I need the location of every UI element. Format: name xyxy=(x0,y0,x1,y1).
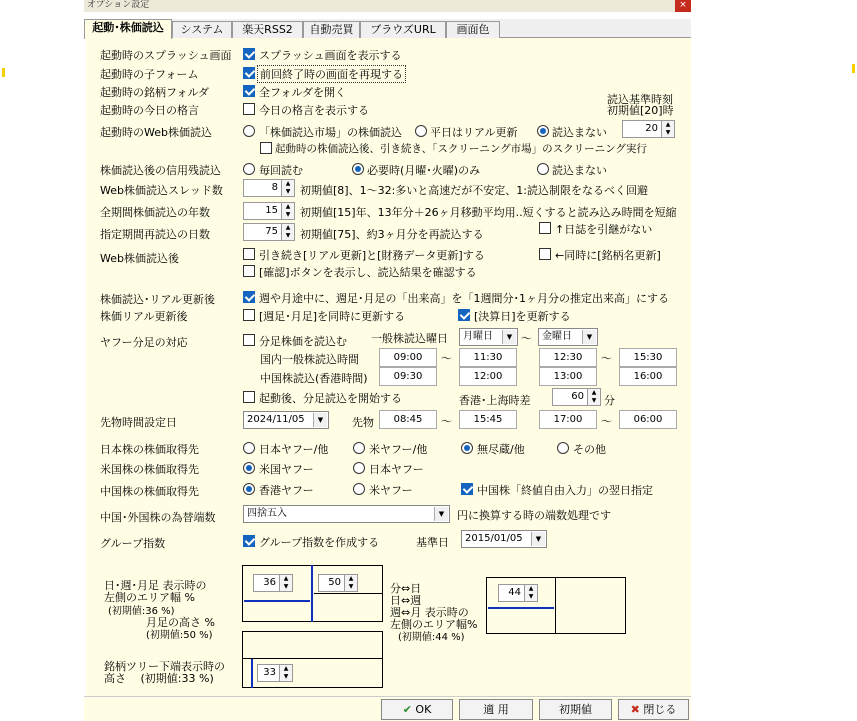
futures-time-4[interactable]: 06:00 xyxy=(619,410,677,429)
settlement-update-label[interactable]: [決算日]を更新する xyxy=(474,310,571,323)
futures-label: 先物時間設定日 xyxy=(100,416,177,429)
stepper-arrows-icon[interactable]: ▲ ▼ xyxy=(280,574,293,592)
close-label: 閉じる xyxy=(643,703,677,716)
stepper-arrows-icon[interactable]: ▲ ▼ xyxy=(282,223,295,241)
ref-time-label: 読込基準時刻 xyxy=(607,93,673,106)
futures-date-value: 2024/11/05 xyxy=(247,414,305,425)
web-read-label: 起動時のWeb株価読込 xyxy=(100,126,212,139)
hk-timediff-stepper[interactable] xyxy=(552,388,601,406)
area-width-value[interactable]: 36 xyxy=(253,574,280,592)
screening-checkbox-label[interactable]: 起動時の株価読込後、引き続き、「スクリーニング市場」のスクリーニング実行 xyxy=(275,143,647,155)
domestic-time-label: 国内一般株読込時間 xyxy=(260,353,359,366)
cn-next-day-label[interactable]: 中国株「終値自由入力」の翌日指定 xyxy=(477,484,653,497)
futures-time-1[interactable]: 08:45 xyxy=(379,410,437,429)
credit-opt-every[interactable]: 毎回読む xyxy=(259,164,303,177)
child-form-label: 起動時の子フォーム xyxy=(100,68,199,81)
web-read-opt-weekday[interactable]: 平日はリアル更新 xyxy=(430,126,518,139)
jp-source-opt-1[interactable]: 日本ヤフー/他 xyxy=(259,443,329,456)
ref-time-stepper[interactable] xyxy=(622,120,675,138)
credit-label: 株価読込後の信用残読込 xyxy=(100,164,221,177)
folder-checkbox-label[interactable]: 全フォルダを開く xyxy=(259,86,347,99)
tab-auto-trade[interactable]: 自動売買 xyxy=(303,21,360,38)
tilde: ～ xyxy=(601,352,612,365)
continue-update-label[interactable]: 引き続き[リアル更新]と[財務データ更新]する xyxy=(259,249,485,262)
name-update-label[interactable]: ←同時に[銘柄名更新] xyxy=(555,249,661,262)
credit-radio-every[interactable] xyxy=(243,163,255,175)
edge-marker xyxy=(2,68,5,77)
tree-divider-line xyxy=(242,658,383,659)
jp-source-radio-4[interactable] xyxy=(557,442,569,454)
tab-screen-color[interactable]: 画面色 xyxy=(446,21,500,38)
tilde: ～ xyxy=(441,352,452,365)
folder-label: 起動時の銘柄フォルダ xyxy=(100,86,210,99)
minute-read-label[interactable]: 分足株価を読込む xyxy=(259,335,347,348)
china-time-label: 中国株読込(香港時間) xyxy=(260,372,368,385)
child-form-checkbox-label[interactable]: 前回終了時の画面を再現する xyxy=(257,65,406,83)
diary-checkbox[interactable] xyxy=(539,222,551,234)
confirm-button-label[interactable]: [確認]ボタンを表示し、読込結果を確認する xyxy=(259,266,477,279)
area-width-arrow xyxy=(244,600,310,602)
chevron-down-icon[interactable]: ▼ xyxy=(313,413,327,427)
jp-source-label: 日本株の株価取得先 xyxy=(100,443,199,456)
close-button[interactable] xyxy=(618,699,689,720)
area-label-3: (初期値:36 %) xyxy=(108,606,175,617)
us-source-label: 米国株の株価取得先 xyxy=(100,463,199,476)
years-label: 全期間株価読込の年数 xyxy=(100,206,210,219)
credit-opt-needed[interactable]: 必要時(月曜･火曜)のみ xyxy=(367,164,481,177)
web-read-radio-weekday[interactable] xyxy=(415,125,427,137)
futures-date-select[interactable] xyxy=(243,411,329,429)
close-x-icon: ✖ xyxy=(630,703,640,716)
domestic-time-4[interactable]: 15:30 xyxy=(619,348,677,367)
minute-after-start-label[interactable]: 起動後、分足読込を開始する xyxy=(259,392,402,405)
cn-source-radio-2[interactable] xyxy=(353,483,365,495)
web-read-opt-none[interactable]: 読込まない xyxy=(552,126,607,139)
tree-label-2: 高さ (初期値:33 %) xyxy=(104,672,214,685)
fx-rounding-value: 四捨五入 xyxy=(247,508,287,519)
jp-source-radio-3[interactable] xyxy=(461,442,473,454)
confirm-button-checkbox[interactable] xyxy=(243,265,255,277)
weekday-from-value: 月曜日 xyxy=(463,331,493,342)
china-time-4[interactable]: 16:00 xyxy=(619,367,677,386)
us-source-opt-1[interactable]: 米国ヤフー xyxy=(259,463,314,476)
group-base-date-select[interactable] xyxy=(461,530,547,548)
weekday-label: 一般株読込曜日 xyxy=(371,332,448,345)
ref-time-default: 初期値[20]時 xyxy=(607,104,674,117)
folder-checkbox[interactable] xyxy=(243,85,255,97)
web-read-opt-market[interactable]: 「株価読込市場」の株価読込 xyxy=(259,126,402,139)
quote-label: 起動時の今日の格言 xyxy=(100,104,199,117)
minute-area-value[interactable]: 44 xyxy=(498,584,525,602)
cn-next-day-checkbox[interactable] xyxy=(461,483,473,495)
cn-source-label: 中国株の株価取得先 xyxy=(100,485,199,498)
us-source-radio-2[interactable] xyxy=(353,462,365,474)
group-index-checkbox[interactable] xyxy=(243,535,255,547)
apply-button[interactable]: 適 用 xyxy=(459,699,533,720)
realtime-label: 株価読込･リアル更新後 xyxy=(100,293,216,306)
area-height-stepper[interactable] xyxy=(318,574,358,592)
web-read-radio-market[interactable] xyxy=(243,125,255,137)
chevron-down-icon[interactable]: ▼ xyxy=(582,330,596,344)
stepper-arrows-icon[interactable]: ▲ ▼ xyxy=(662,120,675,138)
chevron-down-icon[interactable]: ▼ xyxy=(434,507,448,521)
jp-source-opt-2[interactable]: 米ヤフー/他 xyxy=(369,443,428,456)
area-divider-line xyxy=(311,565,313,622)
tree-height-line xyxy=(251,659,253,688)
tab-startup[interactable]: 起動･株価読込 xyxy=(84,19,172,39)
area-label-1: 日･週･月足 表示時の xyxy=(104,579,207,592)
cn-source-opt-1[interactable]: 香港ヤフー xyxy=(259,484,314,497)
group-index-label[interactable]: グループ指数を作成する xyxy=(259,536,380,549)
threads-value[interactable]: 8 xyxy=(243,179,282,197)
us-source-opt-2[interactable]: 日本ヤフー xyxy=(369,463,424,476)
title-bar xyxy=(84,0,691,12)
quote-checkbox-label[interactable]: 今日の格言を表示する xyxy=(259,104,369,117)
area-label-4: 月足の高さ % xyxy=(146,616,215,629)
child-form-checkbox[interactable] xyxy=(243,67,255,79)
minute-area-divider xyxy=(555,577,556,634)
threads-note: 初期値[8]、1～32:多いと高速だが不安定、1:読込制限をなるべく回避 xyxy=(300,184,648,197)
minute-area-label-1: 分⇔日 xyxy=(390,582,422,595)
tab-system[interactable]: システム xyxy=(172,21,232,38)
ref-time-value[interactable]: 20 xyxy=(622,120,662,138)
edge-marker xyxy=(852,64,855,73)
tilde: ～ xyxy=(441,415,452,428)
china-time-2[interactable]: 12:00 xyxy=(459,367,517,386)
week-month-update-checkbox[interactable] xyxy=(243,309,255,321)
group-base-date-value: 2015/01/05 xyxy=(465,533,523,544)
us-source-radio-1[interactable] xyxy=(243,462,255,474)
chevron-down-icon[interactable]: ▼ xyxy=(502,330,516,344)
tab-rakuten-rss2[interactable]: 楽天RSS2 xyxy=(232,21,303,38)
area-height-arrow xyxy=(314,593,382,594)
tab-browse-url[interactable]: ブラウズURL xyxy=(360,21,446,38)
days-value[interactable]: 75 xyxy=(243,223,282,241)
years-stepper[interactable] xyxy=(243,202,295,220)
stepper-arrows-icon[interactable]: ▲ ▼ xyxy=(588,388,601,406)
jp-source-opt-4[interactable]: その他 xyxy=(573,443,606,456)
close-icon[interactable]: × xyxy=(675,0,691,12)
stepper-arrows-icon[interactable]: ▲ ▼ xyxy=(282,179,295,197)
threads-label: Web株価読込スレッド数 xyxy=(100,184,223,197)
tree-label-1: 銘柄ツリー下端表示時の xyxy=(104,660,225,673)
jp-source-opt-3[interactable]: 無尽蔵/他 xyxy=(477,443,525,456)
credit-opt-none[interactable]: 読込まない xyxy=(552,164,607,177)
years-value[interactable]: 15 xyxy=(243,202,282,220)
minute-area-label-5: (初期値:44 %) xyxy=(398,632,465,643)
futures-time-2[interactable]: 15:45 xyxy=(459,410,517,429)
tab-bar xyxy=(84,19,691,38)
jp-source-radio-1[interactable] xyxy=(243,442,255,454)
years-note: 初期値[15]年、13年分＋26ヶ月移動平均用..短くすると読み込み時間を短縮 xyxy=(300,206,677,219)
domestic-time-1[interactable]: 09:00 xyxy=(379,348,437,367)
ok-label: OK xyxy=(415,703,432,716)
fx-note: 円に換算する時の端数処理です xyxy=(457,509,611,522)
web-read-radio-none[interactable] xyxy=(537,125,549,137)
futures-time-label: 先物 xyxy=(352,416,374,429)
hk-timediff-unit: 分 xyxy=(604,394,615,407)
tree-height-stepper[interactable] xyxy=(257,664,293,682)
tree-height-value[interactable]: 33 xyxy=(257,664,280,682)
weekday-to-value: 金曜日 xyxy=(542,331,572,342)
hk-timediff-label: 香港･上海時差 xyxy=(459,394,531,407)
quote-checkbox[interactable] xyxy=(243,103,255,115)
fx-label: 中国･外国株の為替端数 xyxy=(100,511,216,524)
tilde: ～ xyxy=(601,415,612,428)
futures-time-3[interactable]: 17:00 xyxy=(539,410,597,429)
china-time-3[interactable]: 13:00 xyxy=(539,367,597,386)
area-width-stepper[interactable] xyxy=(253,574,293,592)
stepper-arrows-icon[interactable]: ▲ ▼ xyxy=(282,202,295,220)
diary-checkbox-label[interactable]: ↑日誌を引継がない xyxy=(555,223,653,236)
screening-checkbox[interactable] xyxy=(260,142,272,154)
weekday-to-select[interactable] xyxy=(538,328,598,346)
area-label-5: (初期値:50 %) xyxy=(146,630,213,641)
days-label: 指定期間再読込の日数 xyxy=(100,228,210,241)
splash-label: 起動時のスプラッシュ画面 xyxy=(100,49,232,62)
volume-estimate-label[interactable]: 週や月途中に、週足･月足の「出来高」を「1週間分･1ヶ月分の推定出来高」にする xyxy=(259,292,669,305)
minute-area-label-3: 週⇔月 表示時の xyxy=(390,606,469,619)
window-title: オプション設定 xyxy=(87,0,150,10)
fx-rounding-select[interactable] xyxy=(243,505,450,523)
weekday-from-select[interactable] xyxy=(459,328,518,346)
days-note: 初期値[75]、約3ヶ月分を再読込する xyxy=(300,228,484,241)
domestic-time-3[interactable]: 12:30 xyxy=(539,348,597,367)
weekday-tilde: ～ xyxy=(521,332,532,345)
jp-source-radio-2[interactable] xyxy=(353,442,365,454)
minute-label: ヤフー分足の対応 xyxy=(100,336,188,349)
after-read-label: Web株価読込後 xyxy=(100,252,179,265)
chevron-down-icon[interactable]: ▼ xyxy=(531,532,545,546)
minute-after-start-checkbox[interactable] xyxy=(243,391,255,403)
credit-radio-needed[interactable] xyxy=(352,163,364,175)
threads-stepper[interactable] xyxy=(243,179,295,197)
group-label: グループ指数 xyxy=(100,537,166,550)
init-button[interactable]: 初期値 xyxy=(539,699,612,720)
splash-checkbox[interactable] xyxy=(243,48,255,60)
minute-read-checkbox[interactable] xyxy=(243,334,255,346)
hk-timediff-value[interactable]: 60 xyxy=(552,388,588,406)
area-height-value[interactable]: 50 xyxy=(318,574,345,592)
week-month-update-label[interactable]: [週足･月足]を同時に更新する xyxy=(259,310,406,323)
settlement-update-checkbox[interactable] xyxy=(458,309,470,321)
group-base-label: 基準日 xyxy=(416,536,449,549)
minute-area-arrow xyxy=(488,607,554,609)
cn-source-opt-2[interactable]: 米ヤフー xyxy=(369,484,413,497)
name-update-checkbox[interactable] xyxy=(539,248,551,260)
realtime-after-label: 株価リアル更新後 xyxy=(100,310,188,323)
check-icon: ✔ xyxy=(402,703,412,716)
splash-checkbox-label[interactable]: スプラッシュ画面を表示する xyxy=(259,49,402,62)
stepper-arrows-icon[interactable]: ▲ ▼ xyxy=(525,584,538,602)
cn-source-radio-1[interactable] xyxy=(243,483,255,495)
china-time-1[interactable]: 09:30 xyxy=(379,367,437,386)
volume-estimate-checkbox[interactable] xyxy=(243,291,255,303)
credit-radio-none[interactable] xyxy=(537,163,549,175)
stepper-arrows-icon[interactable]: ▲ ▼ xyxy=(345,574,358,592)
ok-button[interactable] xyxy=(381,699,453,720)
days-stepper[interactable] xyxy=(243,223,295,241)
minute-area-label-4: 左側のエリア幅% xyxy=(390,618,478,631)
stepper-arrows-icon[interactable]: ▲ ▼ xyxy=(280,664,293,682)
minute-area-stepper[interactable] xyxy=(498,584,538,602)
domestic-time-2[interactable]: 11:30 xyxy=(459,348,517,367)
area-label-2: 左側のエリア幅 % xyxy=(104,591,195,604)
minute-area-label-2: 日⇔週 xyxy=(390,594,422,607)
continue-update-checkbox[interactable] xyxy=(243,248,255,260)
